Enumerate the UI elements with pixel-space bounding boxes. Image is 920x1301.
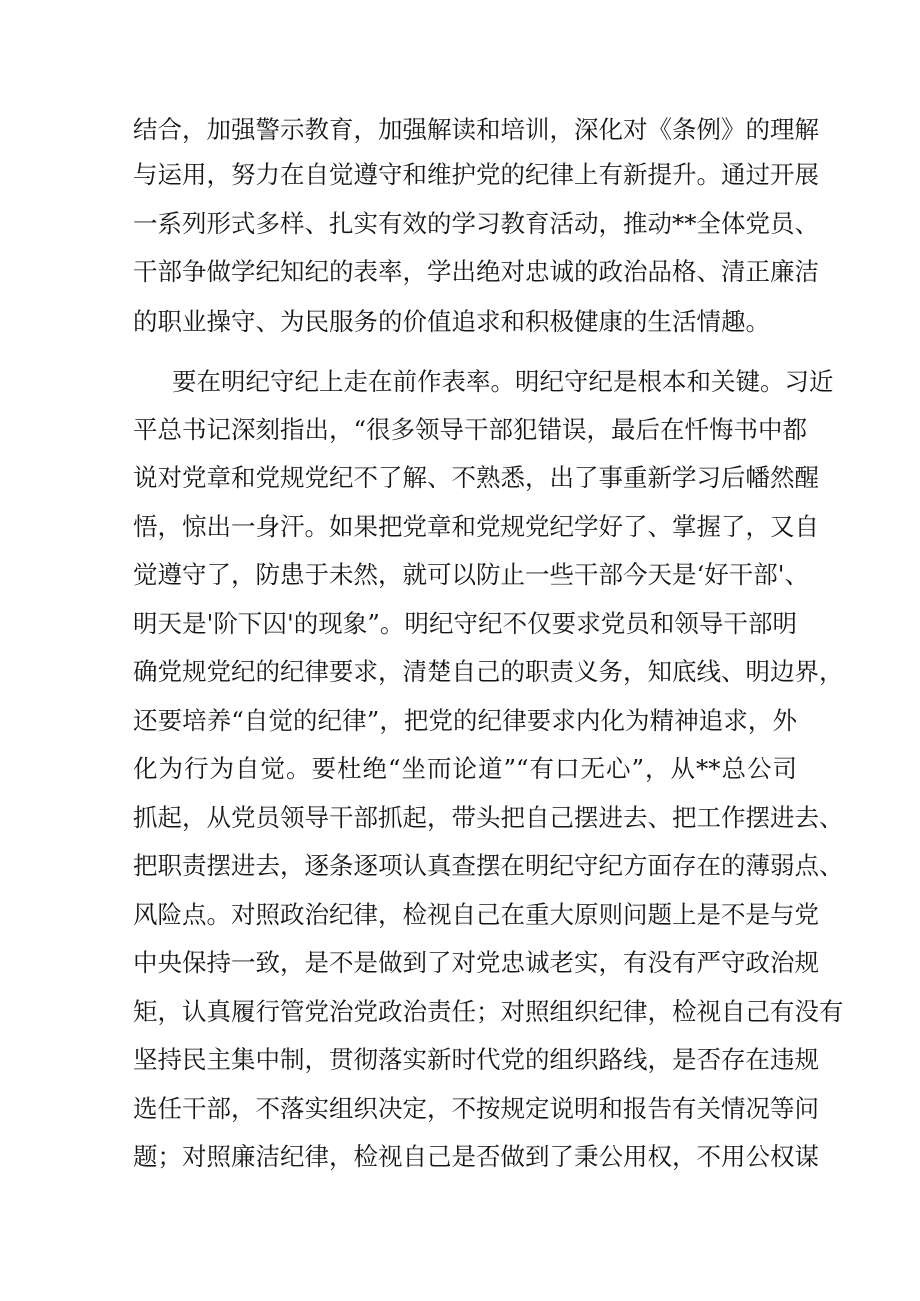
text-line: 明天是'阶下囚'的现象”。明纪守纪不仅要求党员和领导干部明 (133, 609, 797, 638)
text-line: 还要培养“自觉的纪律”，把党的纪律要求内化为精神追求，外 (133, 706, 797, 735)
text-line: 要在明纪守纪上走在前作表率。明纪守纪是根本和关键。习近 (172, 367, 834, 396)
text-line: 平总书记深刻指出，“很多领导干部犯错误，最后在忏悔书中都 (133, 415, 808, 444)
text-line: 与运用，努力在自觉遵守和维护党的纪律上有新提升。通过开展 (133, 160, 819, 189)
text-line: 悟，惊出一身汗。如果把党章和党规党纪学好了、掌握了，又自 (133, 512, 819, 541)
text-line: 选任干部，不落实组织决定，不按规定说明和报告有关情况等问 (133, 1094, 819, 1123)
text-line: 矩，认真履行管党治党政治责任；对照组织纪律，检视自己有没有 (133, 997, 844, 1026)
text-line: 一系列形式多样、扎实有效的学习教育活动，推动**全体党员、 (133, 209, 819, 238)
text-line: 抓起，从党员领导干部抓起，带头把自己摆进去、把工作摆进去、 (133, 803, 844, 832)
text-line: 确党规党纪的纪律要求，清楚自己的职责义务，知底线、明边界， (133, 657, 844, 686)
text-line: 说对党章和党规党纪不了解、不熟悉，出了事重新学习后幡然醒 (133, 463, 819, 492)
text-line: 觉遵守了，防患于未然，就可以防止一些干部今天是‘好干部'、 (133, 560, 810, 589)
text-line: 化为行为自觉。要杜绝“坐而论道”“有口无心”，从**总公司 (133, 754, 797, 783)
text-line: 中央保持一致，是不是做到了对党忠诚老实，有没有严守政治规 (133, 948, 819, 977)
text-line: 干部争做学纪知纪的表率，学出绝对忠诚的政治品格、清正廉洁 (133, 257, 819, 286)
text-line: 把职责摆进去，逐条逐项认真查摆在明纪守纪方面存在的薄弱点、 (133, 851, 844, 880)
text-line: 坚持民主集中制，贯彻落实新时代党的组织路线，是否存在违规 (133, 1045, 819, 1074)
text-line: 结合，加强警示教育，加强解读和培训，深化对《条例》的理解 (133, 115, 819, 144)
text-line: 题；对照廉洁纪律，检视自己是否做到了秉公用权，不用公权谋 (133, 1142, 819, 1171)
text-line: 的职业操守、为民服务的价值追求和积极健康的生活情趣。 (133, 307, 770, 336)
text-line: 风险点。对照政治纪律，检视自己在重大原则问题上是不是与党 (133, 900, 819, 929)
